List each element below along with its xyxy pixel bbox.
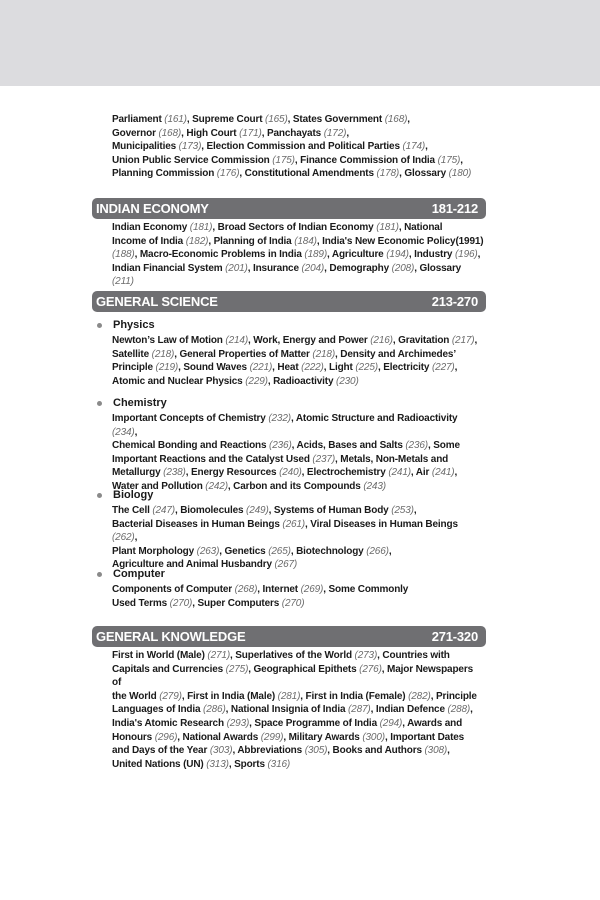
page-ref: (313) — [206, 758, 229, 770]
page-ref: (243) — [363, 480, 386, 492]
bullet-icon — [97, 401, 102, 406]
toc-line: Important Reactions and the Catalyst Used (237), Metals, Non-Metals and — [112, 453, 449, 465]
section-title: INDIAN ECONOMY — [96, 201, 209, 216]
page-ref: (237) — [312, 453, 336, 465]
page-ref: (222) — [301, 362, 324, 374]
page-ref: (182) — [185, 235, 209, 247]
page-ref: (178) — [376, 168, 400, 180]
page-ref: (236) — [405, 440, 428, 452]
page-ref: (172) — [323, 127, 347, 139]
toc-line: Principle (219), Sound Waves (221), Heat (222), Light (225), Electricity (227), — [112, 362, 458, 374]
page-ref: (174) — [402, 141, 426, 153]
page-ref: (236) — [269, 440, 292, 452]
page-ref: (201) — [225, 262, 248, 274]
page-ref: (279) — [159, 690, 182, 702]
toc-line: Used Terms (270), Super Computers (270) — [112, 597, 305, 609]
polity-topics — [112, 113, 484, 181]
toc-line: Important Concepts of Chemistry (232), Atomic Structure and Radioactivity (234), — [112, 413, 458, 438]
page-ref: (184) — [294, 235, 317, 247]
page-ref: (273) — [354, 650, 378, 661]
page-ref: (300) — [362, 731, 385, 743]
page-ref: (288) — [447, 704, 471, 716]
page-ref: (270) — [169, 597, 193, 609]
page-ref: (219) — [155, 362, 179, 374]
page-ref: (253) — [391, 505, 414, 516]
section-header-general-knowledge — [92, 626, 486, 647]
subsection-title: Physics — [113, 319, 155, 331]
section-header-general-science — [92, 291, 486, 312]
toc-line: Capitals and Currencies (275), Geographical Epithets (276), Major Newspapers of — [112, 663, 473, 689]
section-title: GENERAL KNOWLEDGE — [96, 629, 246, 644]
toc-line: Governor (168), High Court (171), Panchayats (172), — [112, 127, 349, 139]
page-ref: (208) — [391, 262, 415, 274]
page-ref: (308) — [424, 745, 448, 757]
page-ref: (216) — [370, 335, 393, 346]
page-ref: (225) — [355, 362, 378, 374]
bullet-icon — [97, 572, 102, 577]
toc-line: Atomic and Nuclear Physics (229), Radioactivity (230) — [112, 375, 359, 387]
subsection-biology — [96, 488, 486, 572]
section-pages: 213-270 — [431, 294, 478, 309]
page-ref: (271) — [207, 650, 231, 661]
page-ref: (165) — [265, 114, 288, 125]
toc-line: Satellite (218), General Properties of Matter (218), Density and Archimedes’ — [112, 348, 456, 360]
toc-line: Honours (296), National Awards (299), Military Awards (300), Important Dates — [112, 731, 465, 743]
page-ref: (281) — [277, 690, 301, 702]
subsection-title: Biology — [113, 489, 154, 501]
page-ref: (176) — [216, 168, 240, 180]
section-pages: 271-320 — [431, 629, 478, 644]
page-ref: (189) — [304, 249, 328, 261]
toc-line: Union Public Service Commission (175), Finance Commission of India (175), — [112, 154, 463, 166]
page-ref: (275) — [225, 663, 249, 675]
toc-line: United Nations (UN) (313), Sports (316) — [112, 758, 291, 770]
section-pages: 181-212 — [431, 201, 478, 216]
page-ref: (204) — [301, 262, 325, 274]
toc-line: Agriculture and Animal Husbandry (267) — [112, 559, 298, 571]
page-ref: (294) — [379, 717, 403, 729]
toc-line: (188), Macro-Economic Problems in India (189), Agriculture (194), Industry (196), — [112, 249, 481, 261]
subsection-title: Chemistry — [113, 397, 167, 409]
toc-line: The Cell (247), Biomolecules (249), Systems of Human Body (253), — [112, 505, 417, 516]
subsection-title: Computer — [113, 568, 165, 580]
toc-line: Bacterial Diseases in Human Beings (261), Viral Diseases in Human Beings (262), — [112, 518, 458, 544]
page-ref: (287) — [347, 704, 371, 716]
toc-line: Indian Economy (181), Broad Sectors of Indian Economy (181), National — [112, 222, 443, 233]
top-margin-band — [0, 0, 600, 86]
page-ref: (266) — [366, 545, 389, 557]
page-ref: (305) — [304, 745, 328, 757]
toc-line: Indian Financial System (201), Insurance (204), Demography (208), Glossary (211) — [112, 262, 462, 288]
section-title: GENERAL SCIENCE — [96, 294, 218, 309]
chemistry-topics — [112, 412, 484, 494]
biology-topics — [112, 504, 484, 572]
page-ref: (238) — [163, 467, 186, 479]
page-ref: (265) — [268, 545, 291, 557]
page-ref: (249) — [246, 505, 269, 516]
page-ref: (296) — [154, 731, 178, 743]
page-ref: (267) — [274, 559, 298, 571]
page-ref: (196) — [454, 249, 478, 261]
toc-line: Municipalities (173), Election Commission and Political Parties (174), — [112, 141, 428, 153]
page-ref: (188) — [112, 249, 135, 261]
page-ref: (175) — [272, 154, 295, 166]
page-ref: (218) — [312, 348, 336, 360]
toc-line: Water and Pollution (242), Carbon and its Compounds (243) — [112, 480, 386, 492]
toc-line: Metallurgy (238), Energy Resources (240), Electrochemistry (241), Air (241), — [112, 467, 458, 479]
physics-topics — [112, 334, 484, 388]
bullet-icon — [97, 493, 102, 498]
toc-line: Income of India (182), Planning of India (184), India's New Economic Policy(1991) — [112, 235, 484, 247]
page-ref: (303) — [209, 745, 233, 757]
bullet-icon — [97, 323, 102, 328]
page-ref: (161) — [164, 114, 187, 125]
general-knowledge-topics — [112, 649, 484, 771]
page-ref: (241) — [388, 467, 411, 479]
subsection-physics — [96, 318, 486, 388]
page-ref: (261) — [282, 518, 305, 530]
page-ref: (229) — [245, 375, 268, 387]
page-ref: (232) — [268, 413, 291, 424]
page-ref: (276) — [359, 663, 382, 675]
page-ref: (268) — [234, 584, 258, 595]
toc-line: Chemical Bonding and Reactions (236), Acids, Bases and Salts (236), Some — [112, 440, 460, 452]
subsection-computer — [96, 567, 486, 610]
page-ref: (181) — [189, 222, 213, 233]
page-ref: (217) — [451, 335, 475, 346]
page-ref: (286) — [203, 704, 226, 716]
toc-line: Planning Commission (176), Constitutional Amendments (178), Glossary (180) — [112, 168, 472, 180]
page-ref: (227) — [431, 362, 455, 374]
page-ref: (211) — [112, 276, 134, 288]
page-ref: (168) — [384, 114, 408, 125]
page-ref: (240) — [279, 467, 302, 479]
toc-line: Components of Computer (268), Internet (269), Some Commonly — [112, 584, 409, 595]
page-ref: (171) — [239, 127, 262, 139]
toc-line: First in World (Male) (271), Superlatives of the World (273), Countries with — [112, 650, 450, 661]
page-ref: (282) — [408, 690, 431, 702]
page-ref: (241) — [431, 467, 455, 479]
page-ref: (173) — [178, 141, 202, 153]
toc-line: the World (279), First in India (Male) (281), First in India (Female) (282), Principle — [112, 690, 477, 702]
page-ref: (175) — [437, 154, 461, 166]
page-ref: (242) — [205, 480, 228, 492]
page-ref: (168) — [158, 127, 182, 139]
page-ref: (293) — [226, 717, 250, 729]
toc-line: and Days of the Year (303), Abbreviations (305), Books and Authors (308), — [112, 745, 450, 757]
page-ref: (230) — [336, 375, 359, 387]
page-ref: (269) — [300, 584, 324, 595]
page-ref: (194) — [386, 249, 409, 261]
toc-line: India's Atomic Research (293), Space Programme of India (294), Awards and — [112, 717, 463, 729]
page-ref: (270) — [281, 597, 305, 609]
page-ref: (181) — [376, 222, 399, 233]
toc-line: Plant Morphology (263), Genetics (265), Biotechnology (266), — [112, 545, 392, 557]
section-header-indian-economy — [92, 198, 486, 219]
page-ref: (221) — [249, 362, 273, 374]
page-ref: (262) — [112, 532, 135, 544]
subsection-chemistry — [96, 396, 486, 494]
page-ref: (218) — [151, 348, 175, 360]
page-ref: (214) — [225, 335, 249, 346]
page-ref: (180) — [448, 168, 472, 180]
toc-line: Languages of India (286), National Insignia of India (287), Indian Defence (288), — [112, 704, 473, 716]
toc-line: Parliament (161), Supreme Court (165), States Government (168), — [112, 114, 410, 125]
computer-topics — [112, 583, 484, 610]
page-ref: (234) — [112, 426, 135, 438]
page-ref: (316) — [267, 758, 291, 770]
economy-topics — [112, 221, 484, 289]
page-ref: (299) — [260, 731, 284, 743]
page-ref: (247) — [152, 505, 175, 516]
page-ref: (263) — [196, 545, 220, 557]
toc-line: Newton’s Law of Motion (214), Work, Energy and Power (216), Gravitation (217), — [112, 335, 478, 346]
